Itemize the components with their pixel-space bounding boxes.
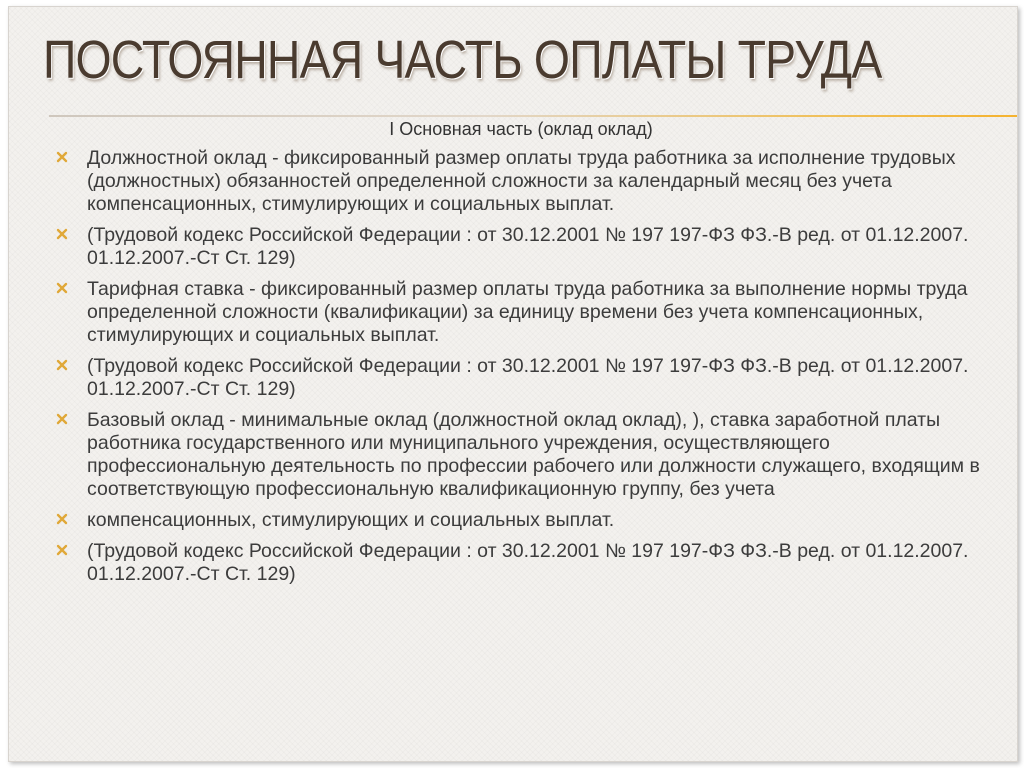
bullet-item <box>55 540 1005 586</box>
x-mark-icon <box>55 227 69 241</box>
slide <box>8 6 1018 762</box>
bullet-item <box>55 409 1005 501</box>
x-mark-icon <box>55 281 69 295</box>
bullet-text: (Трудовой кодекс Российской Федерации : от 30.12.2001 № 197 197-ФЗ ФЗ.-В ред. от 01.12.2007. 01.12.2007.-Ст Ст. 129) <box>87 540 969 585</box>
slide-subtitle: I Основная часть (оклад оклад) <box>389 119 653 139</box>
x-mark-icon <box>55 512 69 526</box>
bullet-text: (Трудовой кодекс Российской Федерации : от 30.12.2001 № 197 197-ФЗ ФЗ.-В ред. от 01.12.2007. 01.12.2007.-Ст Ст. 129) <box>87 224 969 269</box>
x-mark-icon <box>55 358 69 372</box>
bullet-item <box>55 278 1005 347</box>
x-mark-icon <box>55 150 69 164</box>
bullet-text: Должностной оклад - фиксированный размер оплаты труда работника за исполнение трудовых (должностных) обязанностей определенной сложности за календарный месяц без учета компенсационных, стимулирующих и социальных выплат. <box>87 147 956 215</box>
bullet-text: Тарифная ставка - фиксированный размер оплаты труда работника за выполнение нормы труда определенной сложности (квалификации) за единицу времени без учета компенсационных, стимулирующих и социальных выплат. <box>87 278 968 346</box>
bullet-item <box>55 224 1005 270</box>
bullet-item <box>55 355 1005 401</box>
bullet-text: компенсационных, стимулирующих и социальных выплат. <box>87 509 615 531</box>
x-mark-icon <box>55 543 69 557</box>
bullet-item <box>55 509 1005 532</box>
title-divider <box>49 115 1017 117</box>
bullet-list <box>55 147 1005 594</box>
slide-title: ПОСТОЯННАЯ ЧАСТЬ ОПЛАТЫ ТРУДА <box>43 30 882 90</box>
bullet-text: Базовый оклад - минимальные оклад (должностной оклад оклад), ), ставка заработной платы работника государственного или муниципального учреждения, осуществляющего профессиональную деятельность по профессии рабочего или должности служащего, входящим в соответствующую профессиональную квалификационную группу, без учета <box>87 409 980 500</box>
bullet-text: (Трудовой кодекс Российской Федерации : от 30.12.2001 № 197 197-ФЗ ФЗ.-В ред. от 01.12.2007. 01.12.2007.-Ст Ст. 129) <box>87 355 969 400</box>
x-mark-icon <box>55 412 69 426</box>
bullet-item <box>55 147 1005 216</box>
